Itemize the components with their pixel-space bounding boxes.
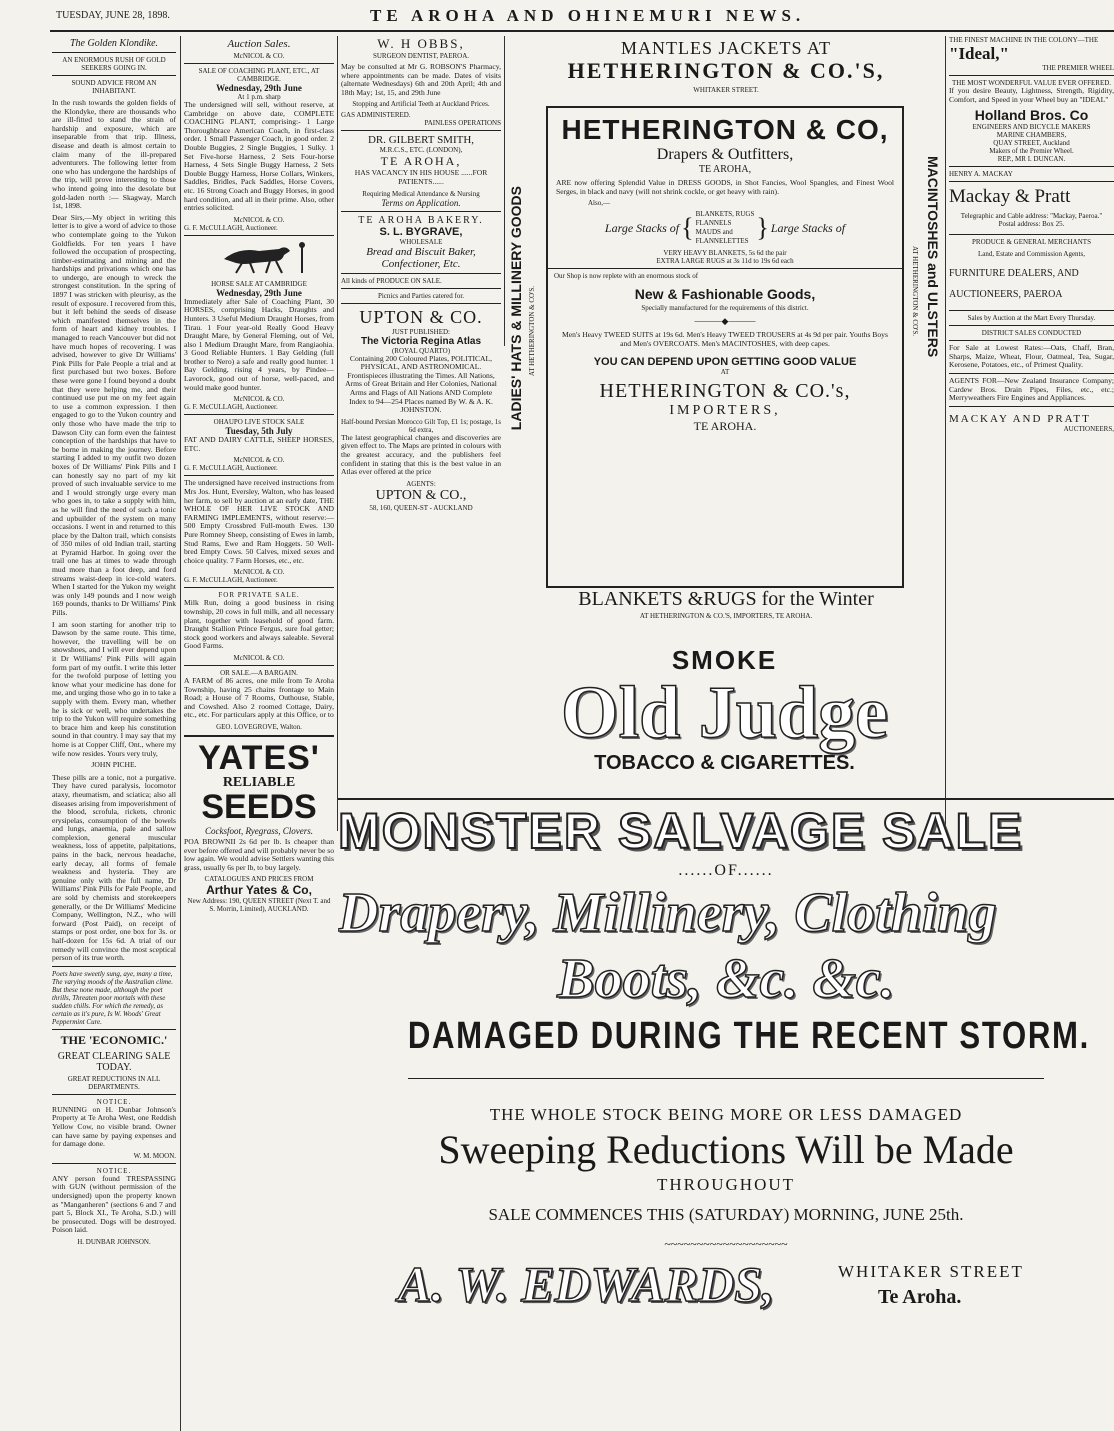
salvage-throughout: THROUGHOUT (656, 1175, 796, 1194)
article-paragraph: In the rush towards the golden fields of the Klondyke, there are thousands who are ill-fitted to stand the strain of hardship and exposure, which are inseparable from that trip. Illness, disease and death is almost certain to claim many of the ill-prepared adventurers. The following letter from one who has undergone the hardships of the trip, will prove interesting to those who intend going into the desolate but gold-laden north :— Skagway, March 1st, 1898. (52, 98, 176, 211)
depend-value: YOU CAN DEPEND UPON GETTING GOOD VALUE (593, 356, 857, 369)
upton-address: 58, 160, QUEEN-ST - AUCKLAND (369, 503, 473, 512)
ideal-title: "Ideal," (949, 44, 1009, 63)
stacks-brace: } (756, 213, 769, 243)
letter-signature: JOHN PICHE. (91, 760, 137, 770)
new-goods-sub: Specially manufactured for the requirements of this district. (641, 304, 809, 313)
district-sales: DISTRICT SALES CONDUCTED (981, 329, 1082, 338)
yates-reliable: RELIABLE (222, 774, 296, 790)
auctioneer-name: G. F. McCULLAGH, Auctioneer. (184, 464, 278, 473)
holland-sub: ENGINEERS AND BICYCLE MAKERS (972, 123, 1091, 132)
sale-body: The undersigned will sell, without reserve, at Cambridge on above date, COMPLETE COACHING PLANT, comprising:- 1 Large Thoroughbrace American Coach, in first-class order. 1 Small Passenger Coach, in good order. 2 Double Buggies, 2 Single Buggies, 1 Sulky. 1 Set Five-horse Harness, 2 Sets Four-horse Harness, 4 Sets Single Buggy Harness, 2 Sets Double Buggy Harness, Horse Collars, Winkers, Saddles, Bridles, Pack Saddles, Horse Covers, etc. 16 Strong Coach and Buggy Horses, in good hard condition, and all in their prime. Also, other entries solicited. (184, 100, 334, 213)
sale-signature: GEO. LOVEGROVE, Walton. (216, 722, 302, 731)
column-6-right-adverts (949, 36, 1114, 806)
old-judge-advert (506, 645, 943, 795)
dentist-note: Stopping and Artificial Teeth at Auckland Prices. (352, 100, 490, 109)
ornament: ———◆——— (694, 316, 756, 327)
wonder-title: THE MOST WONDERFUL VALUE EVER OFFERED. (951, 79, 1112, 87)
macintoshes-banner-sub: AT HETHERINGTON & CO'S. (911, 246, 919, 337)
old-judge-title: Old Judge (561, 672, 888, 754)
importers: IMPORTERS, (669, 403, 781, 419)
sale-title: HORSE SALE AT CAMBRIDGE (211, 279, 307, 288)
sale-title: FOR PRIVATE SALE. (218, 591, 300, 600)
rugs-price: EXTRA LARGE RUGS at 3s 11d to 19s 6d each (656, 257, 794, 266)
firm-name: McNICOL & CO. (233, 568, 285, 577)
peppermint-poem: Poets have sweetly sung, aye, many a time, The varying moods of the Australian clime. But these none made, although the poet thrills, Threaten poor mortals with these sudden chills. For which the remedy, as certain as it's pure, Is W. Woods' Great Peppermint Cure. (52, 969, 173, 1026)
salvage-title: MONSTER SALVAGE SALE (338, 803, 1024, 859)
mackay-names: HENRY A. MACKAY (949, 170, 1013, 179)
yates-body: POA BROWNII 2s 6d per lb. Is cheaper than ever before offered and will probably never be so low again. We would advise Settlers wanting this grass, usually 6s per lb, to buy largely. (184, 836, 334, 872)
atlas-title: The Victoria Regina Atlas (360, 335, 482, 347)
hetherington-town: TE AROHA, (698, 164, 752, 175)
firm-name: McNICOL & CO. (233, 653, 285, 662)
salvage-line-2: Boots, &c. &c. (557, 948, 895, 1010)
for-sale-list: For Sale at Lowest Rates:—Oats, Chaff, Bran, Sharps, Maize, Wheat, Flour, Oatmeal, Tea, Sugar, Kerosene, Potatoes, etc., of Primest Quality. (949, 343, 1114, 370)
agents-list: AGENTS FOR—New Zealand Insurance Company; Cardew Bros. Drain Pipes, Files, etc., etc.; Merryweathers Fire Engines and Appliances. (949, 375, 1114, 403)
economic-subtitle: GREAT CLEARING SALE TODAY. (57, 1050, 171, 1073)
hetherington-role: Drapers & Outfitters, (656, 146, 794, 163)
salvage-sweeping: Sweeping Reductions Will be Made (438, 1127, 1014, 1172)
new-goods: New & Fashionable Goods, (634, 286, 816, 303)
sale-title: OR SALE.—A BARGAIN. (220, 668, 298, 677)
atlas-price: Half-bound Persian Morocco Gilt Top, £1 1s; postage, 1s 6d extra, (341, 417, 501, 434)
hetherington-also: Also,— (588, 199, 610, 208)
yates-firm: Arthur Yates & Co, (206, 883, 312, 898)
notice-body: RUNNING on H. Dunbar Johnson's Property at Te Aroha West, one Reddish Yellow Cow, no visible brand. Owner can have same by paying expenses and for damage done. (52, 1104, 176, 1149)
smoke-label: SMOKE (671, 645, 778, 675)
auctioneer-name: G. F. McCULLAGH, Auctioneer. (184, 223, 278, 232)
stacks-item: FLANNELETTES (695, 237, 749, 246)
salvage-damaged: DAMAGED DURING THE RECENT STORM. (407, 1015, 1090, 1057)
sale-date: Wednesday, 29th June (216, 287, 302, 298)
sale-date: Tuesday, 5th July (225, 426, 293, 437)
column-rule (504, 36, 505, 346)
masthead (0, 0, 1114, 34)
ornament: ~~~~~~~~~~~~~~~~~~~ (664, 1237, 788, 1251)
column-rule (180, 36, 181, 1431)
land-agents: Land, Estate and Commission Agents, (978, 250, 1085, 259)
section-heading: Auction Sales. (227, 38, 291, 50)
ideal-sub: THE PREMIER WHEEL (1042, 64, 1114, 72)
notice-signature: H. DUNBAR JOHNSON. (77, 1237, 151, 1246)
auctioneers-paeroa: AUCTIONEERS, PAEROA (949, 289, 1063, 301)
sale-body: A FARM of 86 acres, one mile from Te Aroha Township, having 25 chains frontage to Main Road; a House of 7 Rooms, Outhouse, Stable, and Cowshed. Also 2 roomed Cottage, Dairy, etc., etc. For particulars apply at this Office, or to (184, 675, 334, 720)
article-subhead: AN ENORMOUS RUSH OF GOLD SEEKERS GOING IN. (62, 56, 166, 72)
atlas-format: (ROYAL QUARTO) (391, 346, 451, 355)
column-rule (945, 36, 946, 831)
sale-body: Milk Run, doing a good business in rising township, 20 cows in full milk, and all necessary plant, together with leasehold of good farm. Draught Stallion Prince Fergus, sure foal getter; stock good workers and always saleable. Several Good Farms. (184, 598, 334, 651)
ladies-hats-banner: LADIES' HATS & MILLINERY GOODS (508, 186, 524, 431)
column-rule (337, 36, 338, 831)
bakery-title: TE AROHA BAKERY. (358, 214, 484, 226)
upton-signature: UPTON & CO., (375, 487, 467, 503)
bottom-town: TE AROHA. (693, 419, 757, 434)
macintoshes-banner: MACINTOSHES and ULSTERS (925, 156, 941, 358)
sale-title: SALE OF COACHING PLANT, ETC., AT CAMBRIDGE. (198, 67, 320, 83)
blankets-winter-sub: AT HETHERINGTON & CO.'S, IMPORTERS, TE AROHA. (639, 612, 813, 620)
blankets-price: VERY HEAVY BLANKETS, 5s 6d the pair (663, 249, 787, 258)
stacks-left: Large Stacks of (604, 220, 680, 235)
bakery-produce: All kinds of PRODUCE ON SALE. (341, 276, 442, 285)
hetherington-box-name: HETHERINGTON & CO, (561, 114, 889, 145)
yates-subtitle: Cocksfoot, Ryegrass, Clovers. (204, 825, 314, 836)
mackay-footer-sub: AUCTIONEERS, (1063, 424, 1114, 433)
article-subhead-2: SOUND ADVICE FROM AN INHABITANT. (71, 79, 157, 95)
dentist-title: SURGEON DENTIST, PAEROA. (372, 52, 470, 60)
mackay-title: Mackay & Pratt (949, 186, 1071, 208)
bakery-picnics: Picnics and Parties catered for. (377, 291, 465, 300)
replete-notice: Our Shop is now replete with an enormous stock of (554, 272, 699, 281)
holland-makers: Makers of the Premier Wheel. (989, 147, 1074, 156)
sale-body: Immediately after Sale of Coaching Plant, 30 HORSES, comprising Hacks, Draughts and Hunters. 3 Useful Medium Draught Horses, from Tirau. 1 Four year-old Really Good Heavy Draught Mare, by General Fleming, out of Vel, also 1 Medium Draught Mare, from Rangiaohia. 3 Good Reliable Hunters. 1 Bay Gelding (full brother to Nero) a safe and really good hunter. 1 Bay Gelding, rising 4 years, by Pindee—Lavorock, good out of horse, well-paced, and would make good hunter. (184, 296, 334, 392)
doctor-requirement: Requiring Medical Attendance & Nursing (362, 189, 480, 198)
stacks-row (548, 210, 902, 246)
depend-at: AT (720, 368, 730, 377)
stacks-brace: { (681, 213, 694, 243)
hetherington-body: ARE now offering Splendid Value in DRESS GOODS, in Shot Fancies, Wool Spangles, and Finest Wool Serges, in black and navy (will not shrink cockle, or get heavy with rain). (556, 178, 894, 196)
firm-name: McNICOL & CO. (233, 456, 285, 465)
holland-chambers: MARINE CHAMBERS, (996, 131, 1067, 140)
mart-sales: Sales by Auction at the Mart Every Thursday. (967, 314, 1096, 323)
mackay-telegraphic: Telegraphic and Cable address: "Mackay, Paeroa." (960, 212, 1103, 221)
yates-advert (184, 738, 334, 836)
economic-subtitle-2: GREAT REDUCTIONS IN ALL DEPARTMENTS. (67, 1074, 161, 1091)
notice-title: NOTICE. (96, 1097, 132, 1106)
wonder-body: If you desire Beauty, Lightness, Strength, Rigidity, Comfort, and Speed in your Wheel buy an "IDEAL" (949, 86, 1114, 104)
stacks-item: FLANNELS (695, 219, 732, 228)
salvage-of: ......OF...... (678, 862, 774, 879)
notice-signature: W. M. MOON. (133, 1151, 176, 1160)
doctor-name: DR. GILBERT SMITH, (367, 134, 475, 147)
blankets-winter: BLANKETS &RUGS for the Winter (578, 588, 874, 610)
hetherington-top-name: HETHERINGTON & CO.'S, (567, 58, 885, 83)
hetherington-street: WHITAKER STREET. (693, 86, 759, 94)
upton-published: JUST PUBLISHED: (391, 327, 451, 336)
ladies-hats-banner-sub: AT HETHERINGTON & CO'S. (528, 286, 536, 377)
dentist-name: W. H OBBS, (377, 36, 465, 51)
sale-body: FAT AND DAIRY CATTLE, SHEEP HORSES, ETC. (184, 435, 334, 453)
dentist-body: May be consulted at Mr G. ROBSON'S Pharmacy, where appointments can be made. Dates of visits (alternate Wednesdays) 6th and 20th April; 4th and 18th May; 1st, 15, and 29th June (341, 62, 501, 97)
auctioneer-name: G. F. McCULLAGH, Auctioneer. (184, 576, 278, 585)
atlas-note: The latest geographical changes and discoveries are given effect to. The Maps are printed in colours with the greatest accuracy, and the publishers feel confident in stating that this is the best value in an Atlas ever offered at the price (341, 432, 501, 477)
salvage-town: Te Aroha. (878, 1286, 962, 1308)
holland-quay: QUAY STREET, Auckland (993, 139, 1070, 148)
yates-address: New Address: 190, QUEEN STREET (Next T. and S. Morrin, Limited), AUCKLAND. (187, 897, 331, 914)
article-paragraph: These pills are a tonic, not a purgative. They have cured paralysis, locomotor ataxy, rheumatism, and sciatica; also all diseases arising from impoverishment of the blood, scrofula, rickets, chronic erysipelas, consumption of the bowels and lungs, anaemia, pale and sallow complexion, general muscular weakness, loss of appetite, palpitations, pains in the back, nervous headache, early decay, all forms of female weakness and hysteria. They are genuine only with the full name, Dr Williams' Pink Pills for Pale People, and are sold by chemists and storekeepers generally, or the Dr Williams' Medicine Company, Wellington, N.Z., who will forward (Post Paid), on receipt of stamps or post order, one box for 3s. or half-dozen for 15s 6d. A trial of our remedy will convince the most sceptical person of its true worth. (52, 772, 176, 963)
article-paragraph: I am soon starting for another trip to Dawson by the same route. This time, however, the travelling will be on snowshoes, and I will ever depend upon it Dr Williams' Pink Pills will again form part of my outfit. I write this letter for the twofold purpose of letting you know what your medicine has done for me, and urging those who go in to take a supply with them. Every man, whether he is sick or well, who undertakes the trip to the Yukon will require something to brace him and keep his constitution sound in that country. I may say that my home is at Copper Cliff, Ont., where my wife now resides. Yours very truly, (52, 619, 176, 758)
issue-date: TUESDAY, JUNE 28, 1898. (56, 10, 170, 21)
sale-time: At 1 p.m. sharp (237, 93, 281, 101)
firm-name: McNICOL & CO. (233, 395, 285, 404)
notice-title: NOTICE. (96, 1166, 132, 1175)
hetherington-inner-box (546, 106, 904, 588)
painless-notice: PAINLESS OPERATIONS (424, 119, 501, 128)
hetherington-bottom-name: HETHERINGTON & CO.'s, (599, 380, 851, 403)
mackay-postal: Postal address: Box 25. (998, 220, 1065, 229)
mackay-footer: MACKAY AND PRATT (949, 412, 1091, 425)
firm-name: McNICOL & CO. (233, 52, 285, 60)
salvage-commences: SALE COMMENCES THIS (SATURDAY) MORNING, JUNE 25th. (488, 1205, 964, 1224)
newspaper-title: TE AROHA AND OHINEMURI NEWS. (370, 6, 806, 25)
hetherington-advert (506, 36, 943, 634)
upton-title: UPTON & CO. (359, 306, 483, 327)
doctor-terms: Terms on Application. (381, 197, 461, 208)
sale-body: The undersigned have received instructions from Mrs Jos. Hunt, Eversley, Walton, who has leased her farm, to sell by auction at an early date, THE WHOLE OF HER LIVE STOCK AND FARMING IMPLEMENTS, without reserve:— 500 Empty Crossbred Full-mouth Ewes. 130 Pure Romney Sheep, consisting of Ewes in lamb, Stud Rams, Ewe and Ram Hoggets. 50 Well-bred Empty Cows. 50 Calves, mixed sexes and choice quality. 7 Farm Horses, etc., etc. (184, 478, 334, 565)
furniture-dealers: FURNITURE DEALERS, AND (949, 268, 1079, 280)
bakery-owner: S. L. BYGRAVE, (379, 225, 463, 238)
doctor-credentials: M.R.C.S., ETC. (LONDON), (379, 146, 463, 155)
yates-seeds: SEEDS (201, 787, 317, 826)
tobacco-label: TOBACCO & CIGARETTES. (594, 752, 855, 774)
doctor-body: HAS VACANCY IN HIS HOUSE ......FOR PATIENTS...... (354, 168, 488, 186)
salvage-line-1: Drapery, Millinery, Clothing (338, 882, 997, 944)
whitaker-street: WHITAKER STREET (838, 1262, 1024, 1281)
salvage-sale-advert (338, 798, 1114, 1431)
horse-illustration (184, 239, 334, 275)
article-heading: The Golden Klondike. (69, 38, 159, 49)
stacks-item: MAUDS and (695, 228, 733, 237)
holland-rep: REP., MR I. DUNCAN. (997, 155, 1066, 164)
column-3-professional-cards (341, 36, 501, 806)
gas-notice: GAS ADMINISTERED. (341, 111, 411, 120)
holland-title: Holland Bros. Co (974, 107, 1089, 124)
stacks-right: Large Stacks of (770, 220, 846, 235)
firm-name: McNICOL & CO. (233, 215, 285, 224)
auctioneer-name: G. F. McCULLAGH, Auctioneer. (184, 403, 278, 412)
economic-title: THE 'ECONOMIC.' (60, 1032, 168, 1047)
stacks-items (696, 210, 755, 246)
produce-merchants: PRODUCE & GENERAL MERCHANTS (972, 238, 1091, 247)
stacks-item: BLANKETS, RUGS (695, 210, 755, 219)
doctor-town: TE AROHA, (380, 154, 462, 169)
suits-list: Men's Heavy TWEED SUITS at 19s 6d. Men's Heavy TWEED TROUSERS at 4s 9d per pair. Youths Boys and Men's OVERCOATS. Men's MACINTOSHES, with deep capes. (562, 330, 888, 348)
yates-catalogues: CATALOGUES AND PRICES FROM (204, 875, 314, 884)
article-paragraph: Dear Sirs,—My object in writing this letter is to give a word of advice to those who contemplate going to the Yukon Goldfields. For ten years I have followed the occupation of prospecting, timber-estimating and mining and the hardships and privations which one has to undergo, are enough to wreck the strongest constitution. In the spring of 1897 I was stricken with pleurisy, as the result of exposure. I recovered from this, but it left behind the seeds of disease which manifested themselves in the form of heart and kidney troubles. I managed to reach Vancouver but did not have much hopes of recovering. I was advised, however to give Dr Williams' Pink Pills for Pale People a trial and at first purchased but two boxes. Before these were gone I found beyond a doubt that they were helping me, and their continued use put me on my feet again to use a common expression. I then engaged to go to the Yukon country and only those who have made the trip to Dawson City can form even the faintest conception of the hardships that have to be borne in making the journey. Before starting I added to my outfit two dozen boxes of Dr Williams' Pink Pills and I can honestly say no part of my kit proved of such invaluable service to me and I would strongly urge every man who goes in, to take a supply with him, as he will find the need of such a tonic and upbuilder of the system on many occasions. I went in and returned to this place by the Dalton trail, which consists of 350 miles of old Indian trail, starting at Pyramid Harbor. In going over the trail one has at times to wade through mud more than a foot deep, and ford streams waist-deep in ice-cold waters. When I started for the Yukon my weight was only 149 pounds and I now weigh 169 pounds, thanks to Dr Williams' Pink Pills. (52, 212, 176, 618)
atlas-body: Containing 200 Coloured Plates, POLITICAL, PHYSICAL, AND ASTRONOMICAL. Frontispieces illustrating the Times. All Nations, Arms of Great Britain and Her Colonies, National Arms and Flags of All Nations AND Complete Index to 94—254 Places named By W. & A. K. JOHNSTON. (345, 353, 497, 415)
notice-body: ANY person found TRESPASSING with GUN (without permission of the undersigned) upon the property known as "Manganheren" (sections 6 and 7 and part 5, Block XI., Te Aroha, S.D.) will be prosecuted. Dogs will be destroyed. Poison laid. (52, 1173, 176, 1235)
upton-agents: AGENTS: (406, 479, 436, 488)
column-1-golden-klondike (52, 36, 176, 1431)
bakery-role: WHOLESALE (399, 237, 443, 246)
mantles-heading: MANTLES JACKETS AT (620, 38, 831, 58)
sale-date: Wednesday, 29th June (216, 83, 302, 93)
column-2-auction-sales (184, 36, 334, 1431)
bakery-description: Bread and Biscuit Baker, Confectioner, Etc. (366, 245, 476, 270)
ideal-intro: THE FINEST MACHINE IN THE COLONY—THE (949, 36, 1099, 44)
salvage-stock: THE WHOLE STOCK BEING MORE OR LESS DAMAGED (489, 1105, 963, 1124)
edwards-name: A. W. EDWARDS, (398, 1256, 775, 1312)
yates-title: YATES' (198, 738, 320, 777)
sale-title: OHAUPO LIVE STOCK SALE (213, 418, 305, 427)
